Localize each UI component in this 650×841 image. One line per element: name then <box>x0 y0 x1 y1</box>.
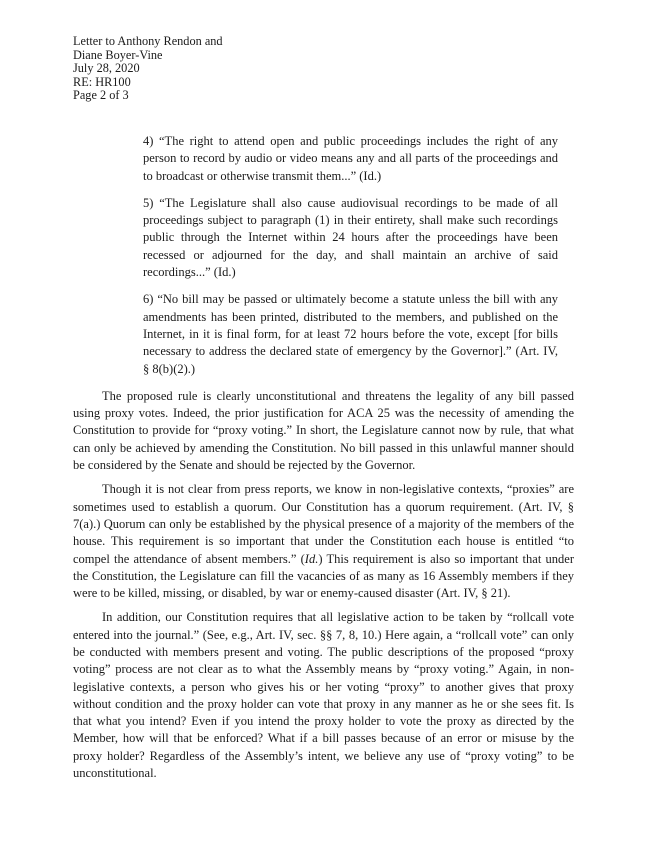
body-text <box>73 388 574 783</box>
page-content <box>73 35 574 789</box>
header-line-recipient: Letter to Anthony Rendon and <box>73 34 223 48</box>
letter-header <box>73 35 574 103</box>
header-line-page-number: Page 2 of 3 <box>73 88 129 103</box>
quote-item-4: 4) “The right to attend open and public proceedings includes the right of any person to record by audio or video means any and all parts of the proceedings and to broadcast or otherwise transmit them...” (Id.) <box>143 133 558 183</box>
header-line-date: July 28, 2020 <box>73 61 140 76</box>
header-line-recipient-2: Diane Boyer-Vine <box>73 47 163 62</box>
body-paragraph-proposed-rule: The proposed rule is clearly unconstitutional and threatens the legality of any bill passed using proxy votes. Indeed, the prior justification for ACA 25 was the necessity of amending the Constitution to provide for “proxy voting.” In short, the Legislature cannot now by rule, that what can only be achieved by amending the Constitution. No bill passed in this unlawful manner should be considered by the Senate and should be rejected by the Governor. <box>73 388 574 473</box>
quote-item-6: 6) “No bill may be passed or ultimately become a statute unless the bill with any amendments has been printed, distributed to the members, and published on the Internet, in it is final form, for at least 72 hours before the vote, except [for bills necessary to address the declared state of emergency by the Governor].” (Art. IV, § 8(b)(2).) <box>143 292 558 376</box>
quote-item-5: 5) “The Legislature shall also cause audiovisual recordings to be made of all proceedings subject to paragraph (1) in their entirety, shall make such recordings public through the Internet within 24 hours after the proceedings have been recessed or adjourned for the day, and shall maintain an archive of said recordings...” (Id.) <box>143 195 558 280</box>
body-paragraph-rollcall: In addition, our Constitution requires that all legislative action to be taken by “rollcall vote entered into the journal.” (See, e.g., Art. IV, sec. §§ 7, 8, 10.) Here again, a “rollcall vote” can only be conducted with members present and voting. The public descriptions of the proposed “proxy voting” process are not clear as to what the Assembly means by “proxy voting.” Again, in non-legislative contexts, a person who gives his or her voting “proxy” to another gives that proxy without condition and the proxy holder can vote that proxy in any manner as he or she sees fit. Is that what you intend? Even if you intend the proxy holder to vote the proxy as directed by the Member, how will that be enforced? What if a bill passes because of an error or misuse by the proxy holder? Regardless of the Assembly’s intent, we believe any use of “proxy voting” to be unconstitutional. <box>73 610 574 781</box>
header-line-re: RE: HR100 <box>73 74 131 89</box>
body-paragraph-quorum: Though it is not clear from press reports, we know in non-legislative contexts, “proxies” are sometimes used to establish a quorum. Our Constitution has a quorum requirement. (Art. IV, § 7(a).) Quorum can only be established by the physical presence of a majority of the members of the house. This requirement is so important that under the Constitution each house is entitled “to compel the attendance of absent members.” (Id.) This requirement is also so important that under the Constitution, the Legislature can fill the vacancies of as many as 16 Assembly members if they were to be killed, missing, or disabled, by war or enemy-caused disaster (Art. IV, § 21). <box>73 482 574 601</box>
quoted-provisions <box>73 133 574 378</box>
